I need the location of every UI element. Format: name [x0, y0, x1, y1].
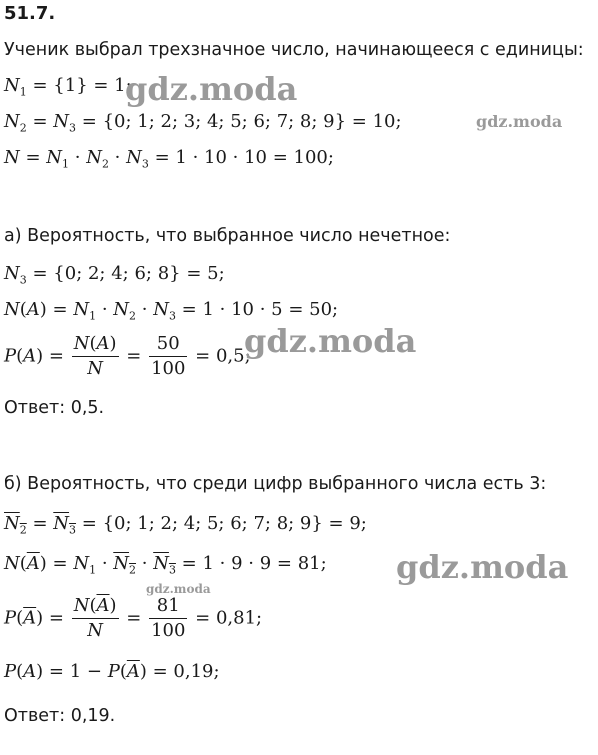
- equation-a-pa: P(A) = $\frac{N(A)}{N}$ = $\frac{50}{100}$ = 0,5;: [4, 333, 251, 379]
- b-nabar-value: = 1 · 9 · 9 = 81;: [181, 553, 327, 574]
- a-na-value: = 1 · 10 · 5 = 50;: [181, 299, 339, 320]
- intro-text: Ученик выбрал трехзначное число, начинающееся с единицы:: [4, 40, 584, 60]
- watermark: gdz.moda: [396, 548, 569, 586]
- watermark: gdz.moda: [244, 322, 417, 360]
- a-p-denominator: 100: [151, 358, 186, 379]
- part-a-answer: Ответ: 0,5.: [4, 398, 105, 418]
- equation-b-n23bar: $N_2 = N_3 = \{0$; 1; 2; 4; 5; 6; 7; 8; 9} = 9;: [4, 513, 367, 537]
- n-total-value: = 1 · 10 · 10 = 100;: [154, 147, 334, 168]
- part-b-heading: б) Вероятность, что среди цифр выбранного числа есть 3:: [4, 474, 547, 494]
- a-p-numerator: 50: [149, 332, 187, 357]
- equation-b-pa: $P(A) = 1 - P(\overline{A}) = 0,19$;: [4, 661, 220, 682]
- equation-n2-n3: $N_2 = N_3 = \{0$; 1; 2; 3; 4; 5; 6; 7; 8; 9} = 10;: [4, 111, 402, 135]
- a-n3-value: = {0; 2; 4; 6; 8} = 5;: [32, 263, 225, 284]
- b-n23bar-value: = {0; 1; 2; 4; 5; 6; 7; 8; 9} = 9;: [81, 513, 367, 534]
- a-p-result: = 0,5;: [195, 345, 251, 367]
- watermark: gdz.moda: [125, 70, 298, 108]
- equation-n1: $N_1 = \{1\} = 1$;: [4, 75, 132, 99]
- n23-value: = {0; 1; 2; 3; 4; 5; 6; 7; 8; 9} = 10;: [81, 111, 402, 132]
- part-b-answer: Ответ: 0,19.: [4, 706, 116, 726]
- watermark: gdz.moda: [476, 112, 563, 131]
- equation-b-nabar: $N(\overline{A}) = N_1 \cdot N_2 \cdot N_3 = 1 \cdot 9 \cdot 9 = 81$;: [4, 553, 327, 577]
- b-pa-result: = 0,19;: [152, 661, 220, 682]
- equation-a-na: $N(A) = N_1 \cdot N_2 \cdot N_3 = 1 \cdot 10 \cdot 5 = 50$;: [4, 299, 339, 323]
- fraction-na-over-n: $\frac{N(A)}{N}$: [73, 333, 117, 379]
- part-a-heading: а) Вероятность, что выбранное число нечетное:: [4, 226, 451, 246]
- watermark: gdz.moda: [146, 582, 211, 596]
- equation-a-n3: $N_3 = \{0$; 2; 4; 6; 8} = 5;: [4, 263, 225, 287]
- b-p-denominator: 100: [151, 620, 186, 641]
- b-pbar-result: = 0,81;: [195, 607, 263, 629]
- fraction-nabar-over-n: $\frac{N(\overline{A})}{N}$: [73, 595, 117, 641]
- equation-b-pabar: $P(\overline{A})$ = $\frac{N(\overline{A})}{N}$ = $\frac{81}{100}$ = 0,81;: [4, 595, 263, 641]
- b-p-numerator: 81: [149, 594, 187, 619]
- problem-number: 51.7.: [4, 3, 56, 24]
- fraction-a-value: [149, 332, 187, 381]
- n1-value: = {1} = 1;: [32, 75, 132, 96]
- fraction-b-value: [149, 594, 187, 643]
- equation-n-total: $N = N_1 \cdot N_2 \cdot N_3 = 1 \cdot 10 \cdot 10 = 100$;: [4, 147, 334, 171]
